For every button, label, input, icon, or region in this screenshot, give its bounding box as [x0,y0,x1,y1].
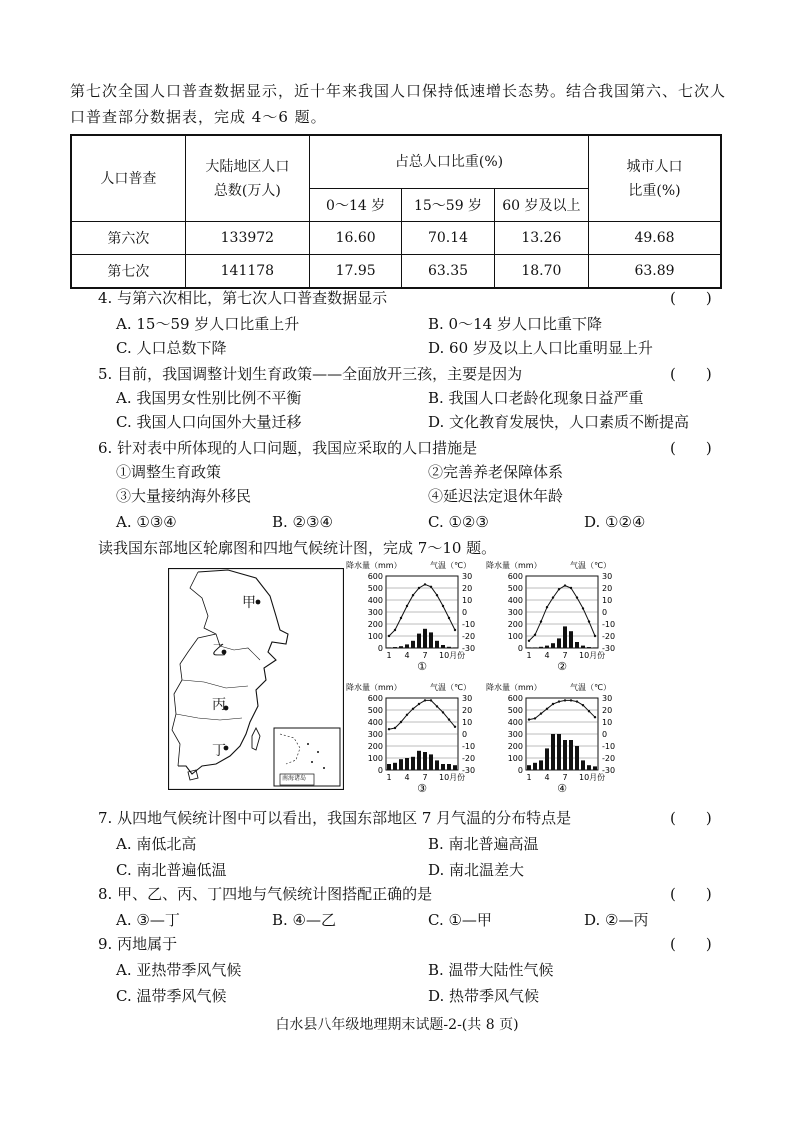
intro-line-1: 第七次全国人口普查数据显示，近十年来我国人口保持低速增长态势。结合我国第六、七次人 [70,82,727,100]
precip-bar [393,763,397,770]
table-row [71,222,721,255]
temp-axis-title: 气温（℃） [570,561,611,570]
precip-bar [533,647,537,648]
precip-tick-label: 400 [367,596,383,605]
month-tick-label: 4 [544,651,550,660]
precip-bar [593,647,597,648]
page-footer: 白水县八年级地理期末试题-2-(共 8 页) [275,1017,519,1033]
temp-point [394,727,396,729]
temp-tick-label: 20 [462,584,473,593]
q9-option-a[interactable]: A. 亚热带季风气候 [116,961,242,979]
temp-tick-label: -10 [462,742,476,751]
header-ratio: 占总人口比重(%) [309,135,588,189]
precip-bar [593,766,597,770]
q7-option-a[interactable]: A. 南低北高 [116,835,197,853]
temp-line [389,584,455,636]
precip-tick-label: 200 [367,742,383,751]
precip-tick-label: 400 [367,718,383,727]
month-tick-label: 4 [404,651,410,660]
precip-axis-title: 降水量（mm） [346,561,402,570]
temp-point [564,584,566,586]
temp-point [588,710,590,712]
precip-axis-title: 降水量（mm） [486,561,542,570]
intro-line-2: 口普查部分数据表，完成 4～6 题。 [70,108,327,126]
temp-tick-label: -10 [602,742,616,751]
temp-tick-label: 10 [602,718,613,727]
month-tick-label: 7 [562,651,568,660]
q6-measure-3: ③大量接纳海外移民 [116,487,252,505]
q5-option-a[interactable]: A. 我国男女性别比例不平衡 [116,389,302,407]
q7-answer-bracket[interactable]: ( ) [670,809,712,827]
q8-option-a[interactable]: A. ③—丁 [116,911,180,929]
temp-tick-label: -10 [462,620,476,629]
q5-stem: 5. 目前，我国调整计划生育政策——全面放开三孩，主要是因为 [98,365,523,383]
precip-tick-label: 0 [517,766,523,775]
precip-bar [405,644,409,648]
precip-bar [587,647,591,648]
q6-measure-4: ④延迟法定退休年龄 [428,487,564,505]
cell: 13.26 [494,222,588,255]
q4-stem: 4. 与第六次相比，第七次人口普查数据显示 [98,289,388,307]
chart-id-label: ② [557,660,567,673]
temp-tick-label: 30 [462,572,473,581]
precip-tick-label: 600 [507,572,523,581]
cell: 17.95 [309,255,401,289]
precip-bar [581,760,585,770]
precip-axis-title: 降水量（mm） [346,683,402,692]
precip-bar [569,631,573,648]
temp-tick-label: 0 [462,730,468,739]
cell: 63.35 [402,255,494,289]
precip-tick-label: 500 [507,706,523,715]
month-axis-label: 10月份 [579,651,606,660]
temp-point [558,700,560,702]
precip-bar [545,646,549,648]
temp-point [388,728,390,730]
precip-tick-label: 500 [507,584,523,593]
temp-point [540,712,542,714]
map-label-ding: 丁 [212,743,226,759]
month-axis-label: 10月份 [439,773,466,782]
header-census: 人口普查 [71,135,185,222]
temp-point [442,711,444,713]
temp-point [576,700,578,702]
precip-bar [539,760,543,770]
q6-option-c[interactable]: C. ①②③ [428,513,489,531]
map-inset-label: 南海诸岛 [282,775,307,782]
temp-tick-label: -20 [462,754,476,763]
precip-bar [429,632,433,648]
month-tick-label: 4 [544,773,550,782]
map-label-jia: 甲 [242,595,256,611]
temp-point [454,726,456,728]
q4-option-d[interactable]: D. 60 岁及以上人口比重明显上升 [428,339,653,357]
q7-option-c[interactable]: C. 南北普遍低温 [116,861,227,879]
precip-bar [575,642,579,648]
precip-tick-label: 0 [377,766,383,775]
map-label-bing: 丙 [212,697,226,713]
cell: 16.60 [309,222,401,255]
cell: 49.68 [589,222,721,255]
temp-tick-label: -20 [462,632,476,641]
temp-tick-label: 10 [462,596,473,605]
precip-bar [533,763,537,770]
temp-point [430,699,432,701]
temp-point [448,617,450,619]
precip-bar [587,765,591,770]
precip-bar [441,764,445,770]
q7-option-d[interactable]: D. 南北温差大 [428,861,525,879]
precip-bar [453,647,457,648]
temp-tick-label: 0 [462,608,468,617]
q5-option-c[interactable]: C. 我国人口向国外大量迁移 [116,413,302,431]
temp-point [454,629,456,631]
map-intro: 读我国东部地区轮廓图和四地气候统计图，完成 7～10 题。 [98,539,497,557]
precip-bar [423,629,427,648]
census-table [70,134,722,289]
temp-point [528,718,530,720]
temp-axis-title: 气温（℃） [430,561,471,570]
temp-tick-label: 0 [602,730,608,739]
cell: 141178 [185,255,309,289]
precip-bar [569,740,573,770]
precip-bar [417,634,421,648]
temp-line [529,586,595,641]
precip-tick-label: 600 [367,572,383,581]
temp-tick-label: -20 [602,632,616,641]
temp-point [430,586,432,588]
precip-bar [447,647,451,648]
q9-option-d[interactable]: D. 热带季风气候 [428,987,540,1005]
precip-bar [557,638,561,648]
temp-point [588,620,590,622]
precip-bar [551,734,555,770]
temp-tick-label: -10 [602,620,616,629]
temp-point [388,635,390,637]
header-total: 大陆地区人口 总数(万人) [185,135,309,222]
q7-option-b[interactable]: B. 南北普遍高温 [428,835,539,853]
temp-tick-label: 0 [602,608,608,617]
month-tick-label: 1 [526,773,532,782]
precip-tick-label: 500 [367,584,383,593]
temp-point [534,717,536,719]
climate-charts [344,558,634,800]
month-axis-label: 10月份 [579,773,606,782]
temp-point [528,640,530,642]
precip-bar [435,641,439,648]
temp-point [412,594,414,596]
temp-axis-title: 气温（℃） [430,683,471,692]
temp-tick-label: 30 [602,572,613,581]
precip-bar [387,647,391,648]
cell: 133972 [185,222,309,255]
q5-option-d[interactable]: D. 文化教育发展快，人口素质不断提高 [428,413,690,431]
temp-line [389,700,455,729]
q6-option-b[interactable]: B. ②③④ [272,513,333,531]
precip-tick-label: 300 [367,608,383,617]
temp-point [400,721,402,723]
precip-tick-label: 400 [507,596,523,605]
temp-point [570,587,572,589]
q8-option-b[interactable]: B. ④—乙 [272,911,337,929]
precip-tick-label: 500 [367,706,383,715]
temp-point [424,583,426,585]
q4-option-a[interactable]: A. 15～59 岁人口比重上升 [116,315,300,333]
precip-bar [557,734,561,770]
temp-tick-label: 30 [602,694,613,703]
precip-tick-label: 100 [507,754,523,763]
subheader-age-60: 60 岁及以上 [494,189,588,222]
cell: 70.14 [402,222,494,255]
precip-tick-label: 100 [507,632,523,641]
precip-bar [399,759,403,770]
precip-bar [441,645,445,648]
temp-point [546,708,548,710]
temp-point [406,714,408,716]
temp-point [534,634,536,636]
temp-tick-label: -30 [602,644,616,653]
month-tick-label: 1 [386,651,392,660]
month-tick-label: 7 [562,773,568,782]
cell: 第六次 [71,222,185,255]
month-tick-label: 1 [526,651,532,660]
chart-id-label: ③ [417,782,427,795]
temp-point [540,620,542,622]
q6-measure-2: ②完善养老保障体系 [428,463,564,481]
temp-point [394,629,396,631]
precip-bar [539,647,543,648]
q8-option-c[interactable]: C. ①—甲 [428,911,492,929]
precip-bar [423,752,427,770]
precip-bar [417,751,421,770]
temp-point [436,705,438,707]
precip-tick-label: 200 [507,620,523,629]
temp-tick-label: 30 [462,694,473,703]
q8-stem: 8. 甲、乙、丙、丁四地与气候统计图搭配正确的是 [98,885,433,903]
precip-bar [447,764,451,770]
subheader-age-15-59: 15～59 岁 [402,189,494,222]
precip-tick-label: 600 [507,694,523,703]
temp-tick-label: -30 [462,644,476,653]
precip-bar [527,647,531,648]
month-tick-label: 1 [386,773,392,782]
temp-point [406,605,408,607]
temp-point [442,605,444,607]
temp-axis-title: 气温（℃） [570,683,611,692]
temp-point [582,704,584,706]
temp-point [546,606,548,608]
precip-tick-label: 200 [367,620,383,629]
precip-bar [581,646,585,648]
temp-tick-label: -20 [602,754,616,763]
q6-measure-1: ①调整生育政策 [116,463,222,481]
q9-option-c[interactable]: C. 温带季风气候 [116,987,227,1005]
q6-option-d[interactable]: D. ①②④ [584,513,646,531]
q6-answer-bracket[interactable]: ( ) [670,439,712,457]
precip-bar [453,765,457,770]
month-tick-label: 7 [422,651,428,660]
cell: 18.70 [494,255,588,289]
q9-answer-bracket[interactable]: ( ) [670,935,712,953]
precip-bar [435,760,439,770]
precip-bar [563,740,567,770]
temp-point [412,708,414,710]
temp-tick-label: 10 [462,718,473,727]
subheader-age-0-14: 0～14 岁 [309,189,401,222]
temp-point [564,699,566,701]
cell: 第七次 [71,255,185,289]
temp-tick-label: 20 [602,706,613,715]
temp-point [582,607,584,609]
q8-option-d[interactable]: D. ②—丙 [584,911,649,929]
precip-bar [399,646,403,648]
temp-point [400,617,402,619]
precip-tick-label: 200 [507,742,523,751]
month-axis-label: 10月份 [439,651,466,660]
q9-option-b[interactable]: B. 温带大陆性气候 [428,961,554,979]
q4-option-c[interactable]: C. 人口总数下降 [116,339,227,357]
precip-tick-label: 0 [377,644,383,653]
precip-axis-title: 降水量（mm） [486,683,542,692]
q4-answer-bracket[interactable]: ( ) [670,289,712,307]
q5-answer-bracket[interactable]: ( ) [670,365,712,383]
temp-tick-label: 10 [602,596,613,605]
temp-point [448,718,450,720]
precip-tick-label: 600 [367,694,383,703]
precip-tick-label: 0 [517,644,523,653]
temp-point [558,588,560,590]
q6-stem: 6. 针对表中所体现的人口问题，我国应采取的人口措施是 [98,439,478,457]
q4-option-b[interactable]: B. 0～14 岁人口比重下降 [428,315,602,333]
temp-point [594,635,596,637]
chart-id-label: ① [417,660,427,673]
header-urban: 城市人口 比重(%) [589,135,721,222]
precip-tick-label: 300 [507,730,523,739]
precip-tick-label: 300 [367,730,383,739]
map-label-yi: 乙 [212,643,226,659]
precip-bar [575,746,579,770]
temp-point [570,699,572,701]
temp-point [576,596,578,598]
precip-bar [405,758,409,770]
month-tick-label: 7 [422,773,428,782]
precip-tick-label: 400 [507,718,523,727]
temp-point [552,703,554,705]
precip-bar [429,754,433,770]
temp-point [418,703,420,705]
temp-point [594,716,596,718]
precip-tick-label: 100 [367,632,383,641]
temp-tick-label: -30 [602,766,616,775]
precip-bar [527,765,531,770]
cell: 63.89 [589,255,721,289]
chart-id-label: ④ [557,782,567,795]
q8-answer-bracket[interactable]: ( ) [670,885,712,903]
temp-point [418,587,420,589]
precip-bar [387,764,391,770]
precip-tick-label: 100 [367,754,383,763]
precip-bar [551,643,555,648]
precip-bar [563,626,567,648]
q9-stem: 9. 丙地属于 [98,935,178,953]
east-china-outline-map [168,568,344,790]
month-tick-label: 4 [404,773,410,782]
q6-option-a[interactable]: A. ①③④ [116,513,177,531]
precip-bar [393,647,397,648]
q5-option-b[interactable]: B. 我国人口老龄化现象日益严重 [428,389,644,407]
temp-point [436,594,438,596]
temp-tick-label: 20 [602,584,613,593]
q7-stem: 7. 从四地气候统计图中可以看出，我国东部地区 7 月气温的分布特点是 [98,809,572,827]
precip-bar [411,757,415,770]
precip-bar [545,748,549,770]
table-row [71,255,721,289]
temp-tick-label: 20 [462,706,473,715]
temp-point [552,596,554,598]
precip-bar [411,641,415,648]
precip-tick-label: 300 [507,608,523,617]
temp-tick-label: -30 [462,766,476,775]
temp-point [424,699,426,701]
